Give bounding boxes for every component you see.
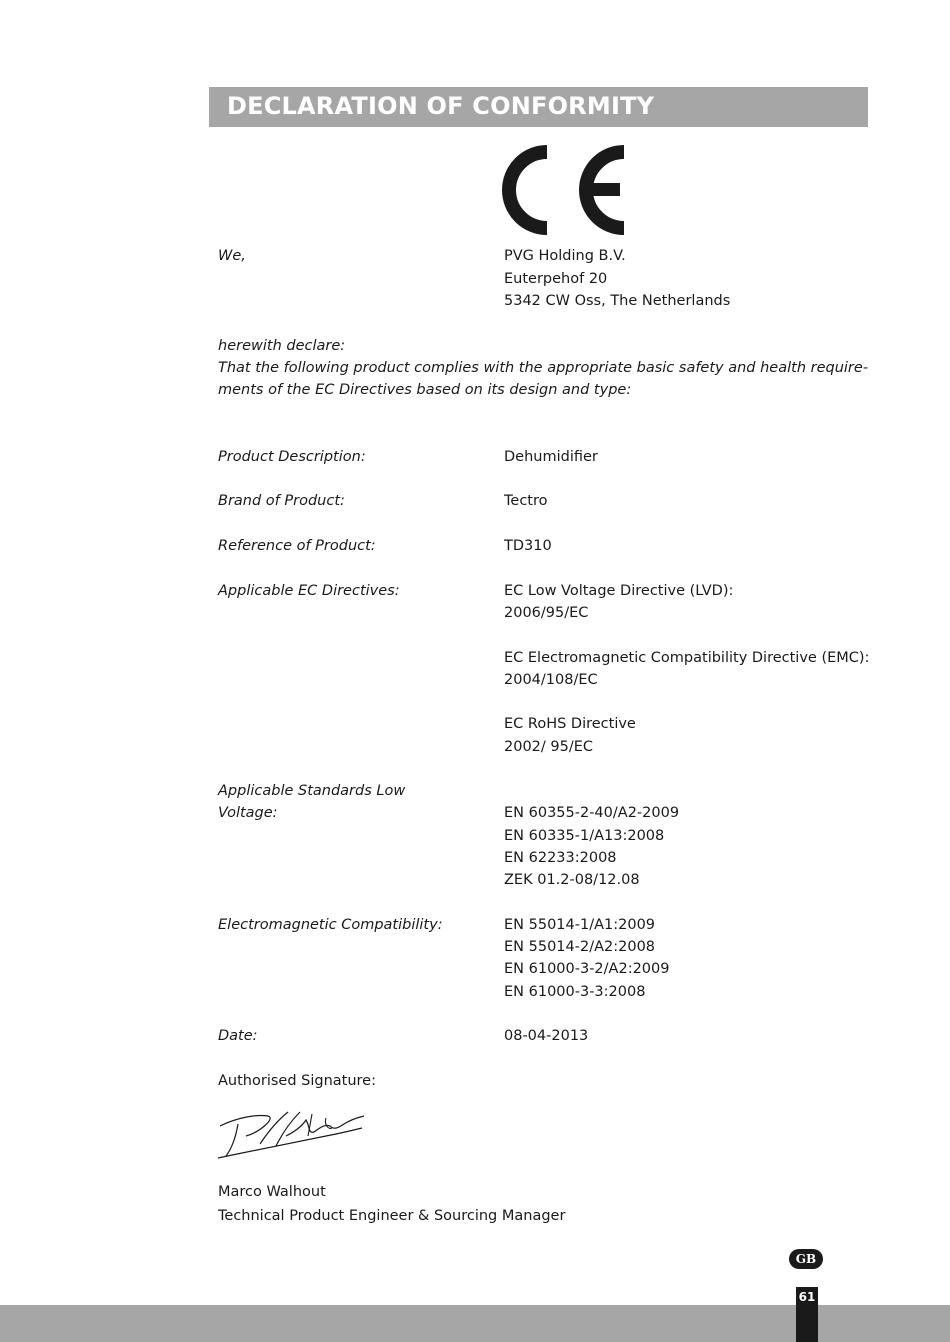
directive-line: EC Electromagnetic Compatibility Directive (EMC): — [504, 650, 870, 666]
product-description-value: Dehumidifier — [504, 449, 598, 465]
reference-label: Reference of Product: — [218, 538, 376, 554]
page-number: 61 — [798, 1290, 816, 1304]
emc-standard-line: EN 61000-3-2/A2:2009 — [504, 961, 670, 977]
company-street: Euterpehof 20 — [504, 271, 608, 287]
brand-value: Tectro — [504, 493, 548, 509]
emc-standard-line: EN 55014-1/A1:2009 — [504, 917, 656, 933]
declare-heading: herewith declare: — [218, 338, 346, 354]
date-label: Date: — [218, 1028, 258, 1044]
standard-line: EN 60355-2-40/A2-2009 — [504, 805, 680, 821]
directives-label: Applicable EC Directives: — [218, 583, 400, 599]
page-title: DECLARATION OF CONFORMITY — [227, 92, 655, 120]
handwritten-signature — [216, 1106, 376, 1162]
language-badge: GB — [789, 1249, 823, 1269]
standards-low-voltage-label: Applicable Standards Low — [218, 783, 406, 799]
directive-line: 2002/ 95/EC — [504, 739, 594, 755]
title-bar — [209, 87, 868, 127]
date-value: 08-04-2013 — [504, 1028, 589, 1044]
directive-line: EC RoHS Directive — [504, 716, 636, 732]
company-city: 5342 CW Oss, The Netherlands — [504, 293, 731, 309]
emc-standard-line: EN 61000-3-3:2008 — [504, 984, 646, 1000]
company-name: PVG Holding B.V. — [504, 248, 626, 264]
emc-label: Electromagnetic Compatibility: — [218, 917, 443, 933]
signatory-position: Technical Product Engineer & Sourcing Manager — [218, 1208, 566, 1224]
standards-low-voltage-label: Voltage: — [218, 805, 278, 821]
we-label: We, — [218, 248, 246, 264]
signature-label: Authorised Signature: — [218, 1073, 376, 1089]
directive-line: 2006/95/EC — [504, 605, 589, 621]
standard-line: EN 60335-1/A13:2008 — [504, 828, 665, 844]
directive-line: EC Low Voltage Directive (LVD): — [504, 583, 734, 599]
brand-label: Brand of Product: — [218, 493, 345, 509]
product-description-label: Product Description: — [218, 449, 366, 465]
standard-line: EN 62233:2008 — [504, 850, 617, 866]
directive-line: 2004/108/EC — [504, 672, 598, 688]
reference-value: TD310 — [504, 538, 552, 554]
signatory-name: Marco Walhout — [218, 1184, 326, 1200]
declare-text-line-1: That the following product complies with the appropriate basic safety and health require- — [218, 360, 869, 376]
emc-standard-line: EN 55014-2/A2:2008 — [504, 939, 656, 955]
page-number-tab — [796, 1287, 818, 1342]
declare-text-line-2: ments of the EC Directives based on its design and type: — [218, 382, 632, 398]
ce-mark-icon — [500, 142, 632, 238]
standard-line: ZEK 01.2-08/12.08 — [504, 872, 640, 888]
